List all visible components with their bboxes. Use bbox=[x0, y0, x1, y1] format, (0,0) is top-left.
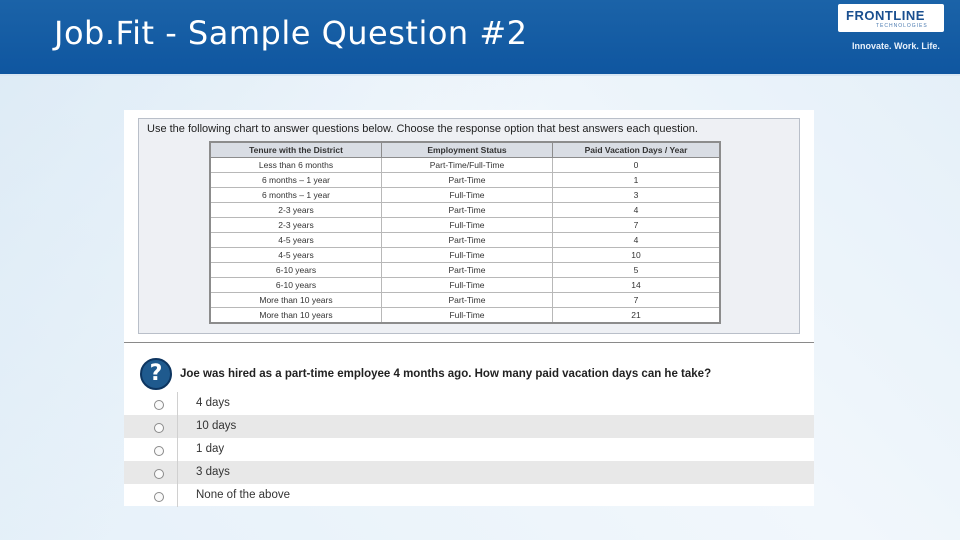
radio-button[interactable] bbox=[154, 400, 164, 410]
option-separator bbox=[177, 461, 178, 484]
table-cell: 4 bbox=[553, 203, 721, 218]
table-cell: Full-Time bbox=[382, 248, 553, 263]
answer-label[interactable]: 4 days bbox=[196, 397, 230, 409]
table-cell: Less than 6 months bbox=[210, 158, 382, 173]
radio-button[interactable] bbox=[154, 492, 164, 502]
question-mark-icon: ? bbox=[140, 358, 172, 390]
answer-option-4[interactable] bbox=[124, 461, 814, 484]
option-separator bbox=[177, 438, 178, 461]
table-cell: 4-5 years bbox=[210, 233, 382, 248]
table-cell: Full-Time bbox=[382, 278, 553, 293]
table-row bbox=[210, 263, 720, 278]
answer-label[interactable]: 3 days bbox=[196, 466, 230, 478]
slide-header bbox=[0, 0, 960, 77]
table-cell: 4 bbox=[553, 233, 721, 248]
table-cell: More than 10 years bbox=[210, 293, 382, 308]
answer-option-3[interactable] bbox=[124, 438, 814, 461]
table-cell: 21 bbox=[553, 308, 721, 324]
table-row bbox=[210, 278, 720, 293]
table-cell: Part-Time bbox=[382, 203, 553, 218]
vacation-chart-table bbox=[209, 141, 721, 324]
table-row bbox=[210, 203, 720, 218]
header-paid-vacation: Paid Vacation Days / Year bbox=[553, 142, 721, 158]
logo-subtext: TECHNOLOGIES bbox=[876, 23, 928, 29]
table-cell: 6 months – 1 year bbox=[210, 188, 382, 203]
table-row bbox=[210, 248, 720, 263]
table-cell: Part-Time/Full-Time bbox=[382, 158, 553, 173]
logo-tagline: Innovate. Work. Life. bbox=[852, 41, 940, 51]
table-cell: 5 bbox=[553, 263, 721, 278]
table-cell: 2-3 years bbox=[210, 218, 382, 233]
table-cell: Full-Time bbox=[382, 308, 553, 324]
table-cell: 2-3 years bbox=[210, 203, 382, 218]
header-tenure: Tenure with the District bbox=[210, 142, 382, 158]
table-cell: Part-Time bbox=[382, 293, 553, 308]
table-row bbox=[210, 293, 720, 308]
answer-options bbox=[124, 392, 814, 507]
chart-box bbox=[138, 118, 800, 334]
table-cell: More than 10 years bbox=[210, 308, 382, 324]
logo-text: FRONTLINE bbox=[846, 8, 925, 23]
table-cell: 1 bbox=[553, 173, 721, 188]
table-header-row bbox=[210, 142, 720, 158]
table-cell: 3 bbox=[553, 188, 721, 203]
table-row bbox=[210, 158, 720, 173]
table-cell: Part-Time bbox=[382, 233, 553, 248]
table-cell: Part-Time bbox=[382, 263, 553, 278]
answer-option-5[interactable] bbox=[124, 484, 814, 507]
section-divider bbox=[124, 342, 814, 343]
header-employment-status: Employment Status bbox=[382, 142, 553, 158]
table-cell: 7 bbox=[553, 293, 721, 308]
option-separator bbox=[177, 392, 178, 415]
answer-label[interactable]: 1 day bbox=[196, 443, 225, 455]
answer-label[interactable]: None of the above bbox=[196, 489, 290, 501]
answer-option-1[interactable] bbox=[124, 392, 814, 415]
question-screenshot-panel bbox=[124, 110, 814, 506]
radio-button[interactable] bbox=[154, 446, 164, 456]
table-row bbox=[210, 233, 720, 248]
option-separator bbox=[177, 415, 178, 438]
table-row bbox=[210, 173, 720, 188]
answer-label[interactable]: 10 days bbox=[196, 420, 237, 432]
question-text: Joe was hired as a part-time employee 4 months ago. How many paid vacation days can he take? bbox=[180, 368, 712, 380]
radio-button[interactable] bbox=[154, 469, 164, 479]
frontline-logo bbox=[838, 4, 944, 32]
table-row bbox=[210, 188, 720, 203]
table-cell: 7 bbox=[553, 218, 721, 233]
table-cell: 14 bbox=[553, 278, 721, 293]
slide-title: Job.Fit - Sample Question #2 bbox=[54, 14, 528, 52]
table-cell: Full-Time bbox=[382, 188, 553, 203]
table-cell: 0 bbox=[553, 158, 721, 173]
table-cell: 6-10 years bbox=[210, 263, 382, 278]
table-cell: Part-Time bbox=[382, 173, 553, 188]
table-cell: 6-10 years bbox=[210, 278, 382, 293]
radio-button[interactable] bbox=[154, 423, 164, 433]
option-separator bbox=[177, 484, 178, 507]
table-cell: 10 bbox=[553, 248, 721, 263]
table-cell: Full-Time bbox=[382, 218, 553, 233]
table-row bbox=[210, 308, 720, 324]
answer-option-2[interactable] bbox=[124, 415, 814, 438]
chart-instruction: Use the following chart to answer questions below. Choose the response option that best answers each question. bbox=[147, 123, 698, 135]
table-cell: 6 months – 1 year bbox=[210, 173, 382, 188]
table-cell: 4-5 years bbox=[210, 248, 382, 263]
table-row bbox=[210, 218, 720, 233]
